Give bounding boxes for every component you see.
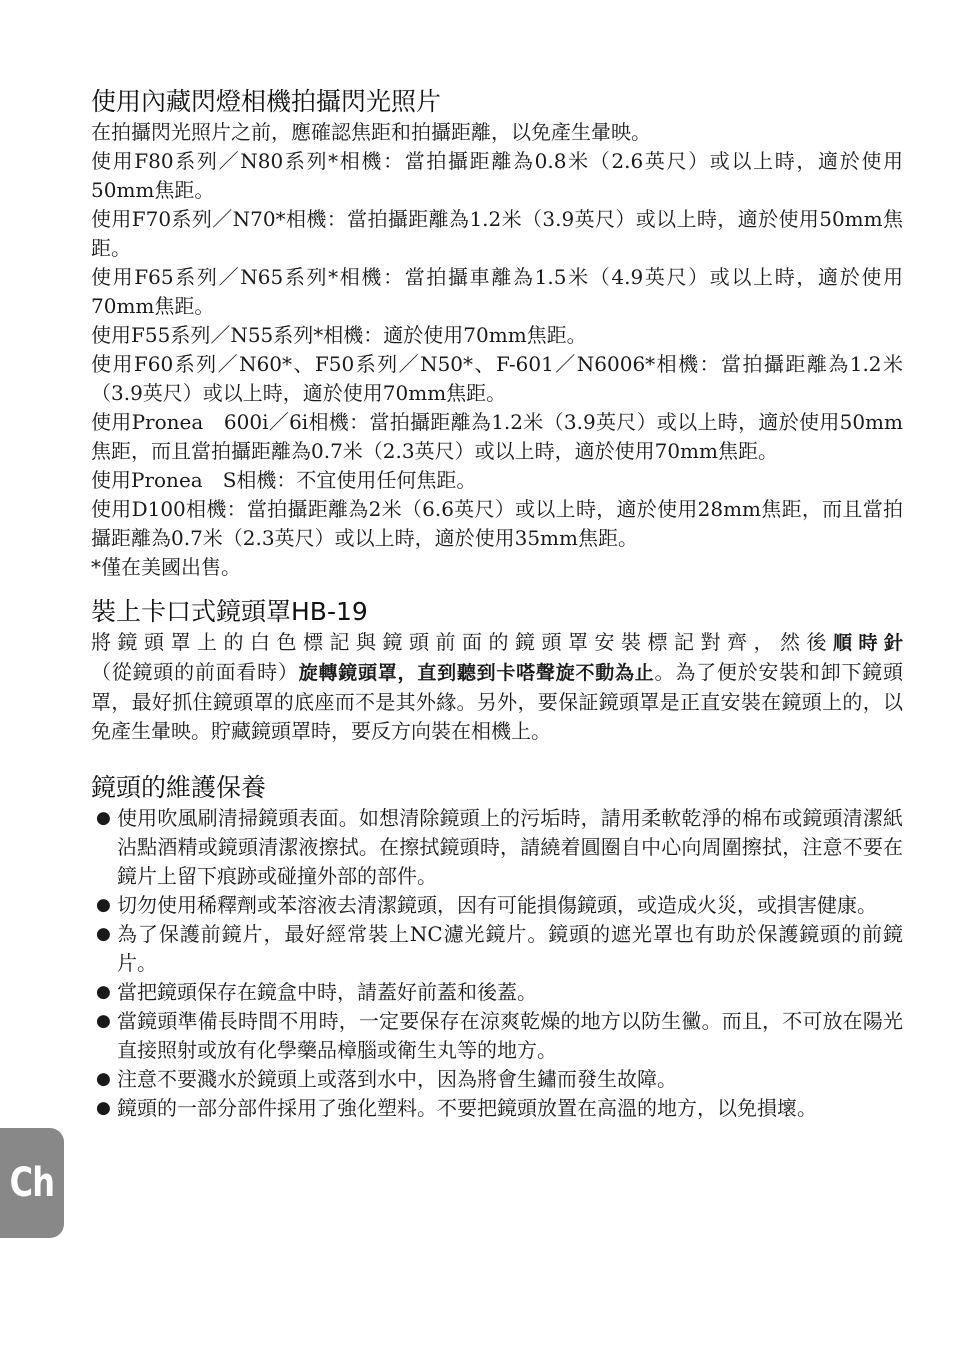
paragraph: 使用F60系列／N60*、F50系列／N50*、F-601／N6006*相機：當拍攝距離為1.2米（3.9英尺）或以上時，適於使用70mm焦距。	[91, 352, 903, 405]
text-segment: 。為了便於安裝和卸下鏡頭罩，最好抓住鏡頭罩的底座而不是其外緣。另外，要保証鏡頭罩是正直安裝在鏡頭上的，以免產生暈映。貯藏鏡頭罩時，要反方向裝在相機上。	[91, 660, 904, 743]
bullet-icon: ●	[96, 1098, 111, 1118]
language-tab	[0, 1128, 64, 1238]
paragraph: 使用D100相機：當拍攝距離為2米（6.6英尺）或以上時，適於使用28mm焦距，而且當拍攝距離為0.7米（2.3英尺）或以上時，適於使用35mm焦距。	[91, 497, 903, 550]
lens-hood-paragraph	[91, 628, 903, 746]
paragraph: 使用F80系列／N80系列*相機：當拍攝距離為0.8米（2.6英尺）或以上時，適於使用50mm焦距。	[91, 149, 903, 202]
emphasis-clockwise: 順時針	[833, 632, 903, 654]
list-item: ● 使用吹風刷清掃鏡頭表面。如想清除鏡頭上的污垢時，請用柔軟乾淨的棉布或鏡頭清潔紙沾點酒精或鏡頭清潔液擦拭。在擦拭鏡頭時，請繞着圓圈自中心向周圍擦拭，注意不要在鏡片上留下痕跡或碰撞外部的部件。	[96, 806, 903, 888]
text-segment: （從鏡頭的前面看時）	[91, 660, 299, 684]
bullet-icon: ●	[96, 1011, 111, 1031]
paragraph: 使用F65系列／N65系列*相機：當拍攝車離為1.5米（4.9英尺）或以上時，適於使用70mm焦距。	[91, 265, 903, 318]
paragraph: 使用Pronea S相機：不宜使用任何焦距。	[91, 468, 477, 492]
list-item: ● 注意不要濺水於鏡頭上或落到水中，因為將會生鏽而發生故障。	[91, 1065, 903, 1094]
section-heading-lens-care: 鏡頭的維護保養	[91, 773, 267, 802]
text-segment: 將鏡頭罩上的白色標記與鏡頭前面的鏡頭罩安裝標記對齊，然後	[91, 630, 833, 654]
bullet-icon: ●	[96, 982, 111, 1002]
paragraph: 使用F55系列／N55系列*相機：適於使用70mm焦距。	[91, 323, 587, 347]
bullet-icon: ●	[96, 1069, 111, 1089]
list-item: ● 切勿使用稀釋劑或苯溶液去清潔鏡頭，因有可能損傷鏡頭，或造成火災，或損害健康。	[91, 891, 903, 920]
footnote: *僅在美國出售。	[91, 555, 241, 579]
paragraph: 在拍攝閃光照片之前，應確認焦距和拍攝距離，以免產生暈映。	[91, 120, 651, 144]
section-heading-builtin-flash: 使用內藏閃燈相機拍攝閃光照片	[91, 87, 442, 116]
list-item: ● 為了保護前鏡片，最好經常裝上NC濾光鏡片。鏡頭的遮光罩也有助於保護鏡頭的前鏡片。	[96, 922, 903, 975]
builtin-flash-section	[91, 118, 903, 582]
paragraph: 使用F70系列／N70*相機：當拍攝距離為1.2米（3.9英尺）或以上時，適於使用50mm焦距。	[91, 207, 903, 260]
list-item: ● 當把鏡頭保存在鏡盒中時，請蓋好前蓋和後蓋。	[91, 978, 903, 1007]
bullet-icon: ●	[96, 924, 111, 944]
lens-care-list	[91, 804, 903, 1123]
section-heading-lens-hood: 裝上卡口式鏡頭罩HB-19	[91, 597, 368, 626]
bullet-icon: ●	[96, 895, 111, 915]
language-tab-label: Ch	[9, 1160, 55, 1206]
paragraph: 使用Pronea 600i／6i相機：當拍攝距離為1.2米（3.9英尺）或以上時，適於使用50mm焦距，而且當拍攝距離為0.7米（2.3英尺）或以上時，適於使用70mm焦距。	[91, 410, 903, 463]
emphasis-rotate-hood: 旋轉鏡頭罩，直到聽到卡嗒聲旋不動為止	[298, 662, 655, 684]
list-item: ● 鏡頭的一部分部件採用了強化塑料。不要把鏡頭放置在高溫的地方，以免損壞。	[91, 1094, 903, 1123]
bullet-icon: ●	[96, 808, 111, 828]
page-content	[91, 86, 903, 1123]
list-item: ● 當鏡頭準備長時間不用時，一定要保存在涼爽乾燥的地方以防生黴。而且，不可放在陽光直接照射或放有化學藥品樟腦或衛生丸等的地方。	[96, 1009, 903, 1062]
